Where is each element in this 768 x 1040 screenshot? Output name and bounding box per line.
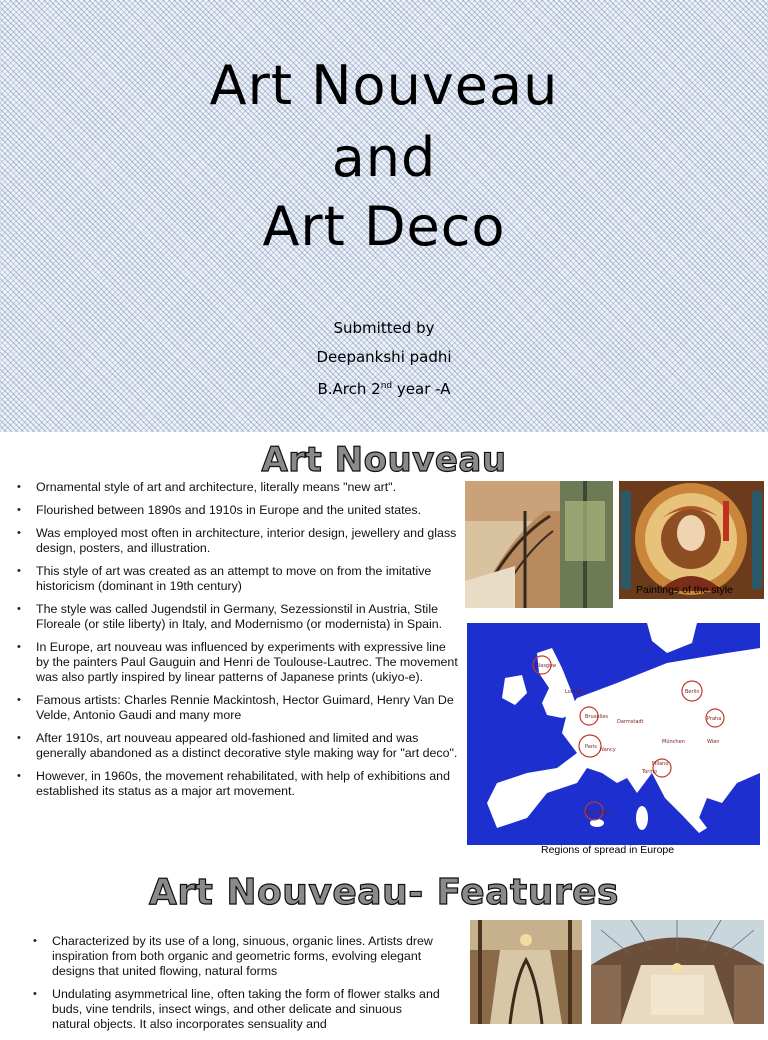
class-suffix: year -A — [392, 380, 451, 398]
class-prefix: B.Arch 2 — [317, 380, 381, 398]
title-line-2: and — [331, 126, 437, 189]
map-caption: Regions of spread in Europe — [541, 844, 675, 856]
list-item: • In Europe, art nouveau was influenced by experiments with expressive line by the painters Paul Gauguin and Henri de Toulouse-Lautrec. The movement was also partly inspired by linear patterns of Japanese prints (ukiyo-e). — [14, 640, 459, 685]
svg-text:Torino: Torino — [642, 769, 657, 775]
interior-photo-2 — [591, 920, 764, 1024]
title-slide — [0, 0, 768, 432]
bullet-list — [30, 934, 440, 1040]
interior-photo-1 — [470, 920, 582, 1024]
list-item: • After 1910s, art nouveau appeared old-fashioned and limited and was generally abandoned as a distinct decorative style making way for "art deco". — [14, 731, 459, 761]
submitted-by-label: Submitted by — [333, 319, 435, 337]
list-item: • Famous artists: Charles Rennie Mackintosh, Hector Guimard, Henry Van De Velde, Antonio Gaudi and many more — [14, 693, 459, 723]
svg-text:Wien: Wien — [707, 739, 720, 745]
svg-text:München: München — [662, 739, 685, 745]
svg-text:Nancy: Nancy — [600, 747, 616, 753]
list-item: • This style of art was created as an attempt to move on from the imitative historicism (dominant in 19th century) — [14, 564, 459, 594]
class-sup: nd — [380, 381, 393, 391]
europe-map — [467, 623, 760, 845]
bullet-list — [14, 480, 459, 807]
list-item: • The style was called Jugendstil in Germany, Sezessionstil in Austria, Stile Floreale (or stile liberty) in Italy, and Modernismo (or modernista) in Spain. — [14, 602, 459, 632]
list-item: • Flourished between 1890s and 1910s in Europe and the united states. — [14, 503, 459, 518]
list-item: • Was employed most often in architecture, interior design, jewellery and glass design, posters, and illustration. — [14, 526, 459, 556]
paintings-caption: Paintings of the style — [636, 584, 733, 596]
slide-heading: Art Nouveau — [261, 440, 507, 480]
svg-text:Darmstadt: Darmstadt — [617, 719, 644, 725]
svg-text:Glasgow: Glasgow — [535, 663, 557, 669]
svg-text:Bruxelles: Bruxelles — [585, 714, 608, 720]
art-nouveau-slide — [0, 432, 768, 862]
svg-text:Berlin: Berlin — [685, 689, 700, 695]
features-slide — [0, 862, 768, 1031]
svg-text:Paris: Paris — [585, 744, 597, 750]
title-line-1: Art Nouveau — [209, 54, 559, 117]
list-item: • Ornamental style of art and architecture, literally means "new art". — [14, 480, 459, 495]
svg-text:Milano: Milano — [652, 761, 669, 767]
painting-photo — [619, 481, 764, 599]
author-name: Deepankshi padhi — [316, 348, 452, 366]
svg-text:Londres: Londres — [565, 689, 585, 695]
list-item: • Undulating asymmetrical line, often taking the form of flower stalks and buds, vine tendrils, insect wings, and other delicate and sinuous natural objects. It also incorporates sensuality and — [30, 987, 440, 1032]
list-item: • Characterized by its use of a long, sinuous, organic lines. Artists drew inspiration from both organic and geometric forms, evolving elegant designs that united flowing, natural forms — [30, 934, 440, 979]
class-info — [0, 376, 768, 399]
slide-heading: Art Nouveau- Features — [149, 872, 619, 913]
svg-text:Praha: Praha — [707, 716, 722, 722]
title-line-3: Art Deco — [262, 195, 506, 258]
staircase-photo — [465, 481, 613, 608]
list-item: • However, in 1960s, the movement rehabilitated, with help of exhibitions and established its status as a major art movement. — [14, 769, 459, 799]
svg-text:Barcelona: Barcelona — [585, 810, 610, 816]
